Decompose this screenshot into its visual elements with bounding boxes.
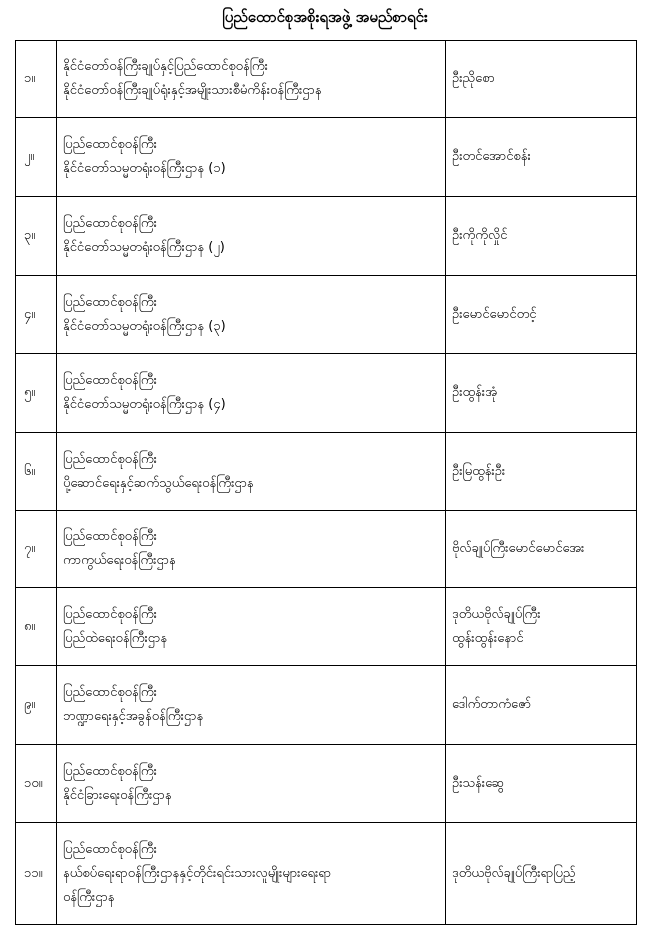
person-name: ဦးမြထွန်းဦး — [452, 463, 506, 479]
position-line: ပြည်ထောင်စုဝန်ကြီး — [63, 451, 157, 467]
person-name: ထွန်းထွန်းနောင် — [452, 630, 524, 646]
position-line: ပြည်ထောင်စုဝန်ကြီး — [63, 137, 157, 152]
table-row — [16, 41, 637, 118]
position-line: ပို့ဆောင်ရေးနှင့်ဆက်သွယ်ရေးဝန်ကြီးဌာန — [63, 475, 254, 491]
person-name: ဦးတင်အောင်စန်း — [452, 149, 531, 164]
position-line: ပြည်ထောင်စုဝန်ကြီး — [63, 685, 157, 700]
position-line: နိုင်ငံတော်ဝန်ကြီးချုပ်နှင့်ပြည်ထောင်စုဝန်ကြီး — [63, 59, 268, 74]
position-cell — [57, 197, 446, 276]
name-cell — [446, 354, 637, 433]
name-cell — [446, 745, 637, 823]
position-cell — [57, 745, 446, 823]
row-number: ၂။ — [16, 118, 57, 197]
position-cell — [57, 433, 446, 511]
name-cell — [446, 276, 637, 354]
person-name: ဦးညိုစော — [452, 71, 495, 86]
name-cell — [446, 118, 637, 197]
name-cell — [446, 433, 637, 511]
position-line: နိုင်ငံတော်သမ္မတရုံးဝန်ကြီးဌာန (၂) — [63, 240, 225, 255]
table-row — [16, 745, 637, 823]
name-cell — [446, 197, 637, 276]
row-number: ၉။ — [16, 666, 57, 745]
person-name: ဒုတိယဗိုလ်ချုပ်ကြီးရာပြည့် — [452, 865, 576, 881]
position-cell — [57, 823, 446, 925]
person-name: ဒုတိယဗိုလ်ချုပ်ကြီး — [452, 606, 541, 622]
position-cell — [57, 276, 446, 354]
person-name: ဒေါက်တာကံဇော် — [452, 697, 532, 712]
table-row — [16, 118, 637, 197]
table-row — [16, 823, 637, 925]
name-cell — [446, 41, 637, 118]
position-line: ပြည်ထောင်စုဝန်ကြီး — [63, 841, 157, 857]
position-line: ပြည်ထဲရေးဝန်ကြီးဌာန — [63, 630, 168, 646]
position-cell — [57, 588, 446, 666]
table-row — [16, 197, 637, 276]
row-number: ၅။ — [16, 354, 57, 433]
person-name: ဗိုလ်ချုပ်ကြီးမောင်မောင်အေး — [452, 541, 585, 556]
cabinet-table — [15, 40, 637, 925]
name-cell — [446, 588, 637, 666]
position-line: ဘဏ္ဍာရေးနှင့်အခွန်ဝန်ကြီးဌာန — [63, 709, 204, 724]
position-line: နိုင်ငံတော်သမ္မတရုံးဝန်ကြီးဌာန (၄) — [63, 397, 226, 412]
position-line: ပြည်ထောင်စုဝန်ကြီး — [63, 763, 157, 779]
page-title: ပြည်ထောင်စုအစိုးရအဖွဲ့ အမည်စာရင်း — [222, 8, 428, 26]
table-row — [16, 511, 637, 588]
table-row — [16, 433, 637, 511]
table-row — [16, 666, 637, 745]
row-number: ၄။ — [16, 276, 57, 354]
position-line: ပြည်ထောင်စုဝန်ကြီး — [63, 606, 157, 622]
position-line: နိုင်ငံခြားရေးဝန်ကြီးဌာန — [63, 787, 172, 803]
position-cell — [57, 118, 446, 197]
person-name: ဦးမောင်မောင်တင့် — [452, 306, 537, 322]
position-line: နယ်စပ်ရေးရာဝန်ကြီးဌာနနှင့်တိုင်းရင်းသားလူမျိုးများရေးရာ — [63, 865, 332, 881]
table-row — [16, 588, 637, 666]
position-line: ပြည်ထောင်စုဝန်ကြီး — [63, 529, 157, 544]
person-name: ဦးကိုကိုလှိုင် — [452, 228, 508, 243]
position-line: နိုင်ငံတော်သမ္မတရုံးဝန်ကြီးဌာန (၃) — [63, 318, 226, 334]
person-name: ဦးသန်းဆွေ — [452, 775, 505, 791]
position-line: ပြည်ထောင်စုဝန်ကြီး — [63, 294, 157, 310]
table-row — [16, 276, 637, 354]
row-number: ၇။ — [16, 511, 57, 588]
position-line: နိုင်ငံတော်သမ္မတရုံးဝန်ကြီးဌာန (၁) — [63, 161, 226, 176]
name-cell — [446, 666, 637, 745]
position-cell — [57, 41, 446, 118]
table-row — [16, 354, 637, 433]
row-number: ၁၀။ — [16, 745, 57, 823]
position-line: ပြည်ထောင်စုဝန်ကြီး — [63, 216, 157, 231]
position-line: နိုင်ငံတော်ဝန်ကြီးချုပ်ရုံးနှင့်အမျိုးသားစီမံကိန်းဝန်ကြီးဌာန — [63, 83, 322, 98]
row-number: ၆။ — [16, 433, 57, 511]
person-name: ဦးထွန်းအုံ — [452, 385, 498, 400]
row-number: ၁၁။ — [16, 823, 57, 925]
position-cell — [57, 511, 446, 588]
position-line: ကာကွယ်ရေးဝန်ကြီးဌာန — [63, 553, 176, 568]
position-cell — [57, 666, 446, 745]
name-cell — [446, 823, 637, 925]
name-cell — [446, 511, 637, 588]
row-number: ၃။ — [16, 197, 57, 276]
row-number: ၈။ — [16, 588, 57, 666]
position-line: ပြည်ထောင်စုဝန်ကြီး — [63, 373, 157, 388]
row-number: ၁။ — [16, 41, 57, 118]
position-line: ဝန်ကြီးဌာန — [63, 889, 115, 905]
position-cell — [57, 354, 446, 433]
